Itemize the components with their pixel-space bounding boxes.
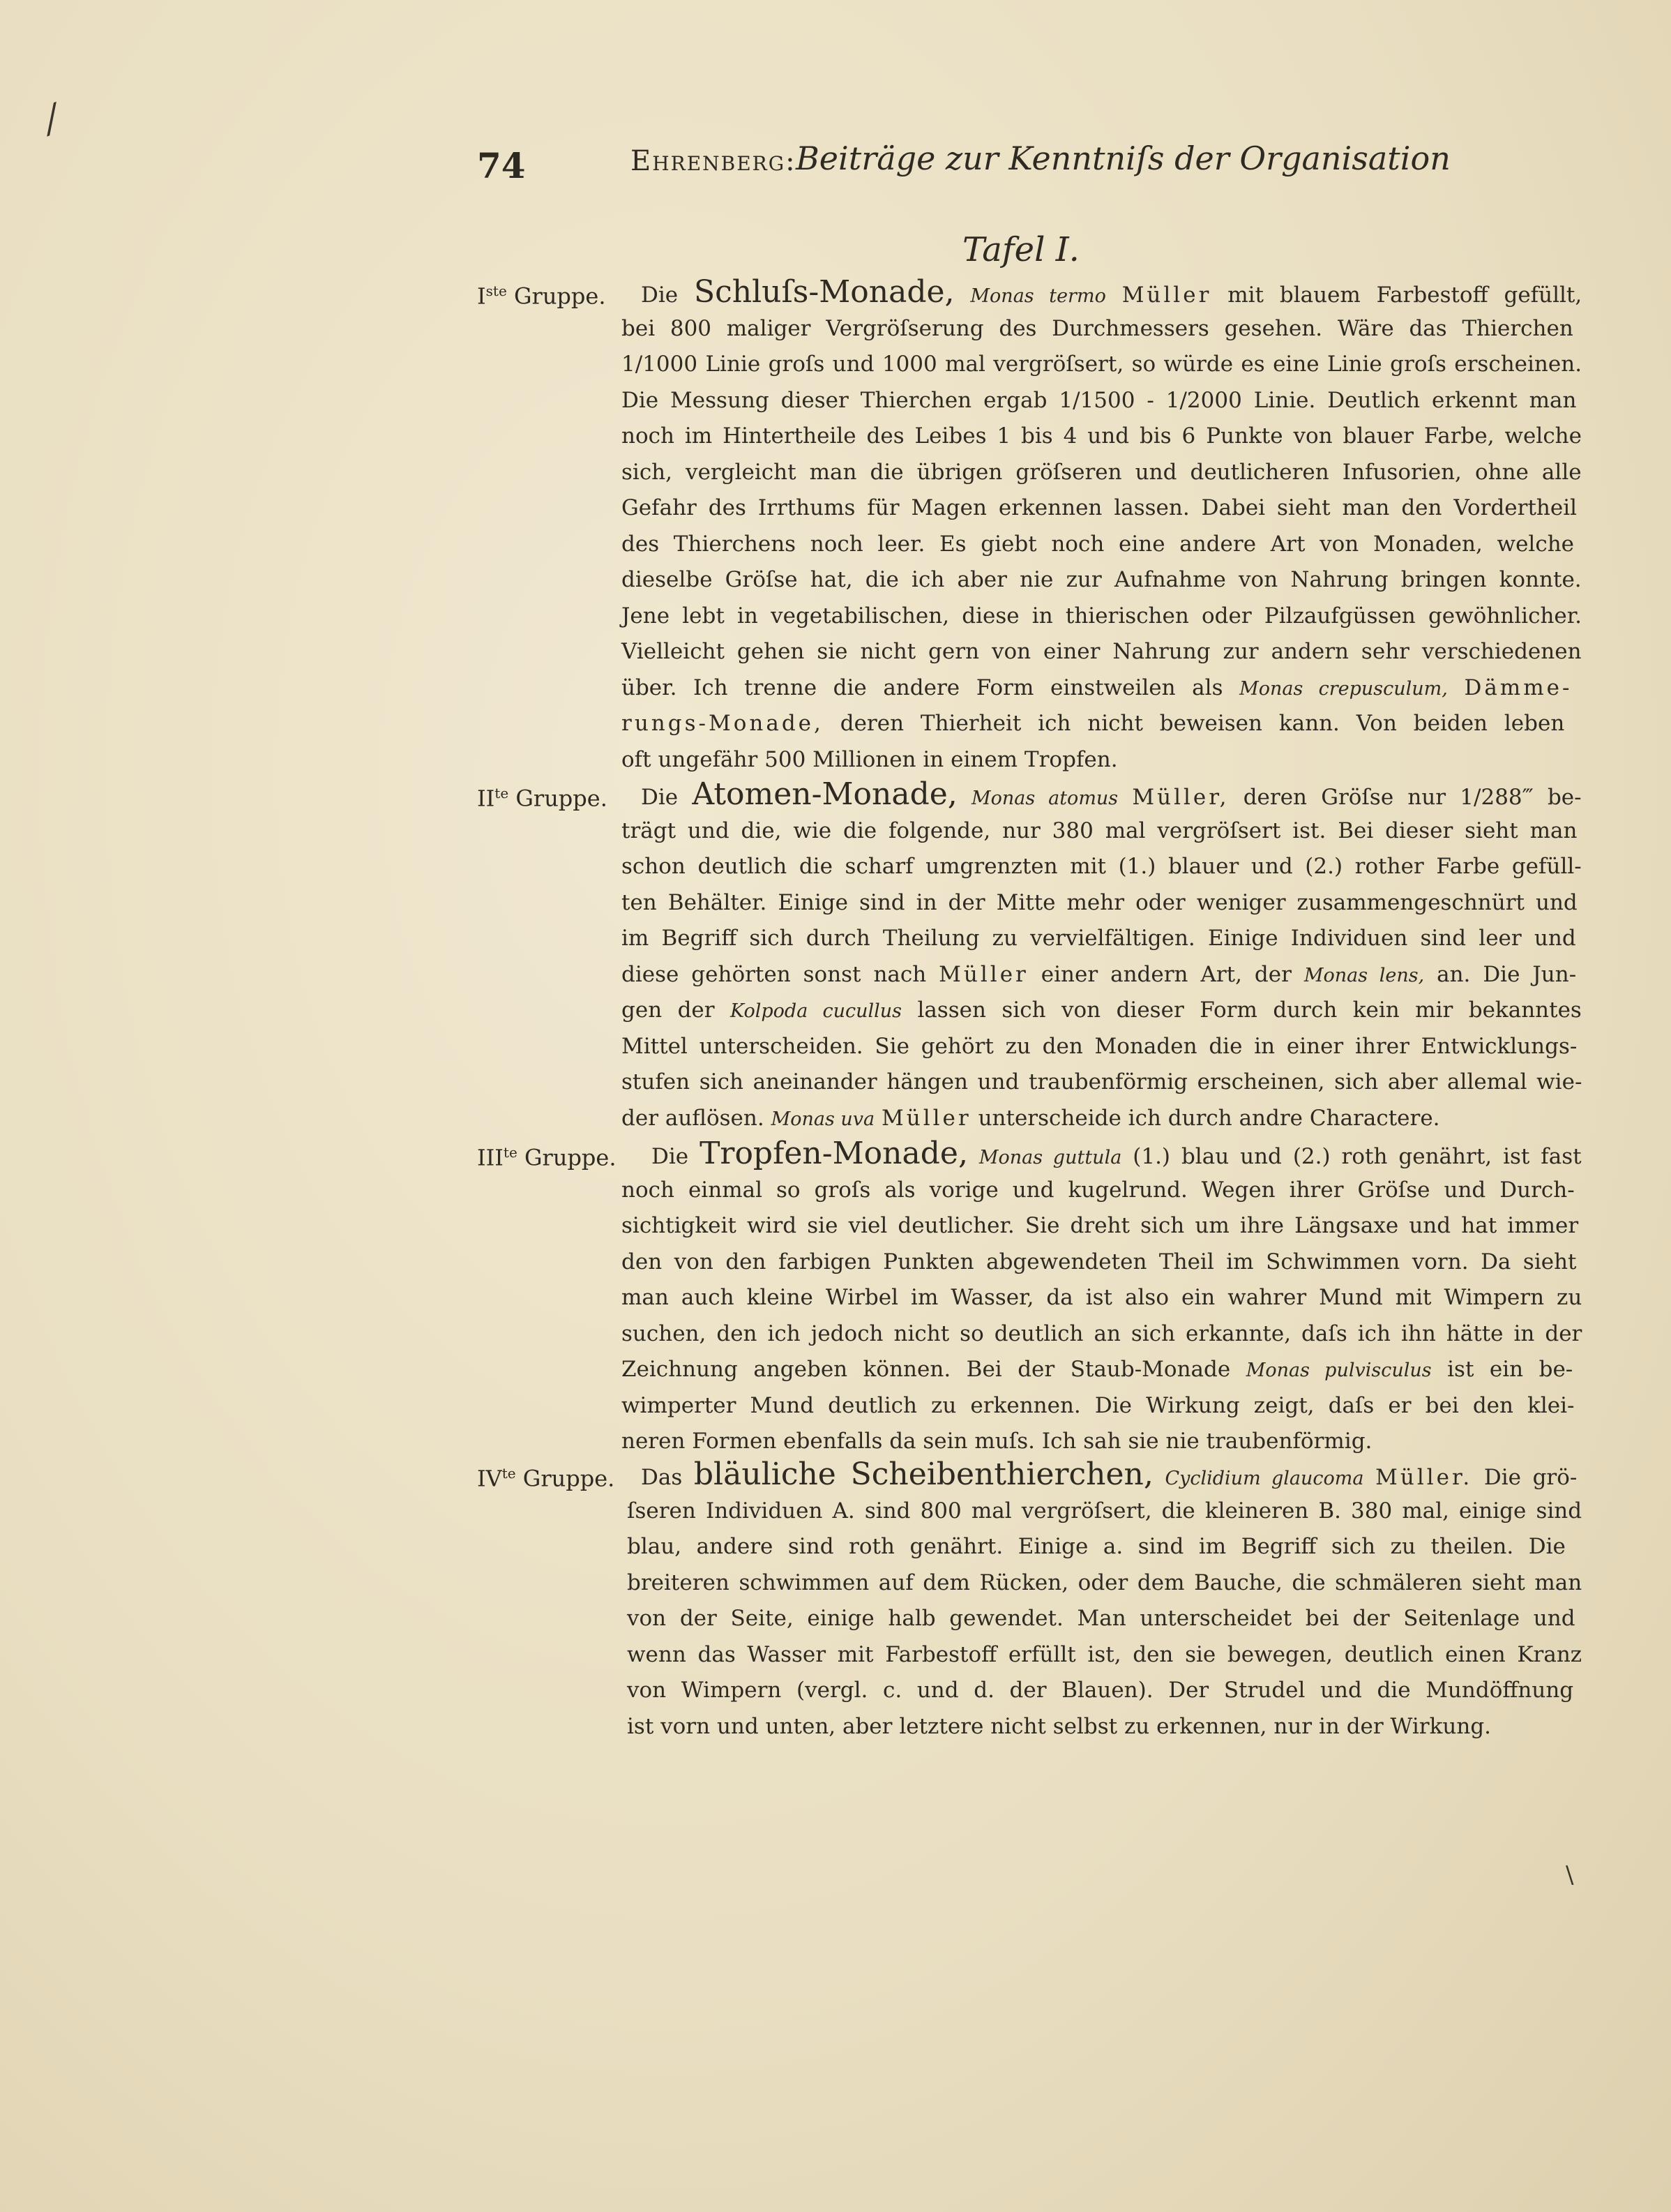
- text-line: [627, 1497, 1582, 1525]
- text-line: [621, 1248, 1577, 1276]
- author-name: Müller.: [1375, 1465, 1473, 1490]
- text-span: [1364, 1465, 1376, 1490]
- text-span: Die: [641, 785, 693, 810]
- text-span: deren Gröſse nur 1/288‴ be-: [1229, 785, 1582, 810]
- text-line: [621, 817, 1577, 845]
- author-name: Dämme-: [1464, 675, 1573, 700]
- text-line: [627, 1569, 1582, 1597]
- text-line: [641, 274, 1582, 310]
- group-label: [477, 785, 607, 812]
- species-name: Monas crepusculum,: [1239, 677, 1448, 700]
- text-line: [621, 602, 1582, 630]
- text-span: ten Behälter. Einige sind in der Mitte mehr oder weniger zusammengeschnürt und: [621, 889, 1578, 915]
- running-head: [477, 140, 1453, 188]
- text-line: [621, 1284, 1582, 1311]
- text-line: [621, 709, 1564, 737]
- text-span: [1106, 283, 1122, 308]
- text-span: über. Ich trenne die andere Form einstweilen als: [621, 675, 1240, 700]
- text-span: bei 800 maliger Vergröſserung des Durchmessers gesehen. Wäre das Thierchen: [621, 315, 1573, 341]
- group-label: [477, 283, 606, 310]
- group-number: IV: [477, 1465, 502, 1492]
- text-span: mit blauem Farbestoff gefüllt,: [1211, 283, 1582, 308]
- text-span: deren Thierheit ich nicht beweisen kann. Von beiden leben: [823, 711, 1565, 736]
- plate-title: Tafel I.: [962, 230, 1080, 269]
- text-span: suchen, den ich jedoch nicht so deutlich an sich erkannte, daſs ich ihn hätte in der: [621, 1321, 1582, 1346]
- running-head-author: Ehrenberg:: [630, 145, 796, 177]
- text-span: trägt und die, wie die folgende, nur 380 mal vergröſsert ist. Bei dieser sieht man: [621, 818, 1578, 843]
- group-number-suffix: te: [494, 785, 509, 802]
- text-line: [621, 494, 1577, 522]
- text-span: einer andern Art, der: [1028, 961, 1304, 987]
- text-line: [621, 1427, 1372, 1455]
- text-line: [621, 1032, 1577, 1060]
- group-number-suffix: te: [503, 1144, 517, 1161]
- species-name: Monas guttula: [978, 1147, 1122, 1168]
- text-span: von Wimpern (vergl. c. und d. der Blauen). Der Strudel und die Mundöffnung: [627, 1678, 1574, 1703]
- text-span: Vielleicht gehen sie nicht gern von einer Nahrung zur andern sehr verschiedenen: [621, 639, 1582, 664]
- text-line: [621, 924, 1576, 952]
- text-span: breiteren schwimmen auf dem Rücken, oder dem Bauche, die schmäleren sieht man: [627, 1570, 1582, 1595]
- group-number: III: [477, 1144, 504, 1171]
- text-line: [621, 1176, 1575, 1204]
- group-word: Gruppe.: [517, 1144, 617, 1171]
- text-span: wimperter Mund deutlich zu erkennen. Die Wirkung zeigt, daſs er bei den klei-: [621, 1392, 1575, 1418]
- text-line: [621, 996, 1582, 1025]
- text-span: des Thierchens noch leer. Es giebt noch eine andere Art von Monaden, welche: [621, 531, 1575, 557]
- text-span: blau, andere sind roth genährt. Einige a. sind im Begriff sich zu theilen. Die: [627, 1534, 1566, 1559]
- text-span: diese gehörten sonst nach: [621, 961, 939, 987]
- text-span: [958, 785, 971, 810]
- text-line: [627, 1604, 1575, 1632]
- text-span: Die: [641, 283, 694, 308]
- text-span: von der Seite, einige halb gewendet. Man unterscheidet bei der Seitenlage und: [627, 1606, 1575, 1631]
- text-line: [621, 852, 1582, 880]
- text-span: Gefahr des Irrthums für Magen erkennen lassen. Dabei sieht man den Vordertheil: [621, 495, 1578, 520]
- text-span: sich, vergleicht man die übrigen gröſseren und deutlicheren Infusorien, ohne alle: [621, 459, 1582, 485]
- text-line: [627, 1676, 1573, 1704]
- text-span: wenn das Wasser mit Farbestoff erfüllt ist, den sie bewegen, deutlich einen Kranz: [627, 1641, 1582, 1667]
- text-span: Das: [641, 1465, 694, 1490]
- group-number-suffix: te: [501, 1465, 516, 1482]
- text-span: Die Messung dieser Thierchen ergab 1/1500 - 1/2000 Linie. Deutlich erkennt man: [621, 387, 1577, 413]
- running-head-title: Beiträge zur Kenntniſs der Organisation: [796, 140, 1451, 177]
- text-span: stufen sich aneinander hängen und traubenförmig erscheinen, sich aber allemal wie-: [621, 1069, 1582, 1094]
- text-line: [627, 1641, 1582, 1669]
- text-line: [621, 674, 1572, 703]
- text-line: [627, 1713, 1491, 1740]
- text-line: [621, 889, 1578, 917]
- page-number: 74: [477, 145, 526, 186]
- text-line: [621, 530, 1574, 558]
- text-line: [621, 566, 1582, 594]
- species-name: Monas uva: [771, 1108, 875, 1130]
- species-name: Kolpoda cucullus: [730, 1000, 902, 1022]
- text-line: [621, 1355, 1573, 1385]
- text-line: [621, 458, 1582, 486]
- group-number-suffix: ste: [485, 283, 507, 299]
- author-name: Müller: [1121, 283, 1212, 308]
- text-span: unterscheide ich durch andre Charactere.: [971, 1105, 1440, 1131]
- organism-name: Atomen-Monade,: [692, 776, 958, 812]
- group-word: Gruppe.: [506, 283, 606, 310]
- organism-name: bläuliche Scheibenthierchen,: [693, 1457, 1154, 1492]
- text-span: (1.) blau und (2.) roth genährt, ist fast: [1121, 1144, 1582, 1169]
- organism-name: Schluſs-Monade,: [693, 274, 955, 310]
- text-line: [651, 1136, 1582, 1172]
- pencil-mark-icon: \: [1566, 1861, 1574, 1889]
- text-span: ist vorn und unten, aber letztere nicht selbst zu erkennen, nur in der Wirkung.: [627, 1713, 1492, 1739]
- text-line: [621, 386, 1576, 414]
- text-line: [621, 1104, 1440, 1134]
- text-line: [621, 746, 1118, 774]
- text-span: oft ungefähr 500 Millionen in einem Tropfen.: [621, 746, 1118, 772]
- text-span: Zeichnung angeben können. Bei der Staub-Monade: [621, 1357, 1246, 1382]
- text-line: [621, 1068, 1582, 1096]
- species-name: Monas lens,: [1303, 964, 1425, 986]
- text-span: gen der: [621, 998, 731, 1023]
- text-span: Mittel unterscheiden. Sie gehört zu den Monaden die in einer ihrer Entwicklungs-: [621, 1033, 1578, 1059]
- species-name: Monas pulvisculus: [1246, 1360, 1432, 1381]
- species-name: Monas termo: [970, 285, 1106, 307]
- species-name: Monas atomus: [971, 788, 1119, 809]
- text-line: [621, 961, 1576, 990]
- text-line: [621, 350, 1582, 378]
- text-line: [627, 1533, 1566, 1560]
- text-line: [621, 422, 1582, 450]
- text-span: neren Formen ebenfalls da sein muſs. Ich sah sie nie traubenförmig.: [621, 1429, 1373, 1454]
- text-span: [955, 283, 971, 308]
- text-span: Die grö-: [1472, 1465, 1578, 1490]
- text-span: ist ein be-: [1431, 1357, 1573, 1382]
- text-line: [621, 1392, 1575, 1420]
- text-span: [1154, 1465, 1165, 1490]
- author-name: Müller: [939, 961, 1029, 987]
- text-line: [641, 776, 1582, 813]
- text-span: dieselbe Gröſse hat, die ich aber nie zur Aufnahme von Nahrung bringen konnte.: [621, 567, 1582, 592]
- pencil-mark-icon: ⁄: [41, 98, 63, 143]
- text-span: Die: [651, 1144, 700, 1169]
- text-span: [1448, 675, 1465, 700]
- text-span: sichtigkeit wird sie viel deutlicher. Sie dreht sich um ihre Längsaxe und hat immer: [621, 1213, 1579, 1238]
- text-span: [875, 1106, 882, 1131]
- author-name: rungs-Monade,: [621, 711, 824, 736]
- group-label: [477, 1465, 614, 1492]
- text-span: ſseren Individuen A. sind 800 mal vergröſsert, die kleineren B. 380 mal, einige sind: [627, 1498, 1582, 1523]
- text-span: noch einmal so groſs als vorige und kugelrund. Wegen ihrer Gröſse und Durch-: [621, 1177, 1575, 1203]
- text-line: [621, 638, 1582, 665]
- group-word: Gruppe.: [508, 785, 607, 812]
- text-span: noch im Hintertheile des Leibes 1 bis 4 und bis 6 Punkte von blauer Farbe, welche: [621, 423, 1582, 449]
- group-number: II: [477, 785, 495, 812]
- group-word: Gruppe.: [515, 1465, 615, 1492]
- text-line: [641, 1457, 1578, 1493]
- author-name: Müller: [882, 1105, 971, 1131]
- text-span: im Begriff sich durch Theilung zu vervielfältigen. Einige Individuen sind leer und: [621, 926, 1576, 951]
- text-span: der auflösen.: [621, 1105, 771, 1131]
- text-span: Jene lebt in vegetabilischen, diese in thierischen oder Pilzaufgüssen gewöhnlicher.: [621, 603, 1582, 629]
- group-label: [477, 1144, 617, 1171]
- text-line: [621, 1320, 1582, 1348]
- text-span: 1/1000 Linie groſs und 1000 mal vergröſsert, so würde es eine Linie groſs erscheinen.: [621, 352, 1582, 377]
- organism-name: Tropfen-Monade,: [700, 1136, 968, 1171]
- author-name: Müller,: [1132, 785, 1230, 810]
- group-number: I: [477, 283, 486, 310]
- text-span: lassen sich von dieser Form durch kein mir bekanntes: [902, 998, 1582, 1023]
- text-line: [621, 1212, 1578, 1240]
- species-name: Cyclidium glaucoma: [1165, 1468, 1364, 1489]
- text-span: an. Die Jun-: [1424, 961, 1577, 987]
- text-span: [968, 1144, 979, 1169]
- text-span: den von den farbigen Punkten abgewendeten Theil im Schwimmen vorn. Da sieht: [621, 1249, 1577, 1274]
- text-span: man auch kleine Wirbel im Wasser, da ist also ein wahrer Mund mit Wimpern zu: [621, 1285, 1582, 1310]
- text-line: [621, 315, 1573, 343]
- text-span: schon deutlich die scharf umgrenzten mit (1.) blauer und (2.) rother Farbe gefüll-: [621, 854, 1582, 879]
- text-span: [1118, 785, 1132, 810]
